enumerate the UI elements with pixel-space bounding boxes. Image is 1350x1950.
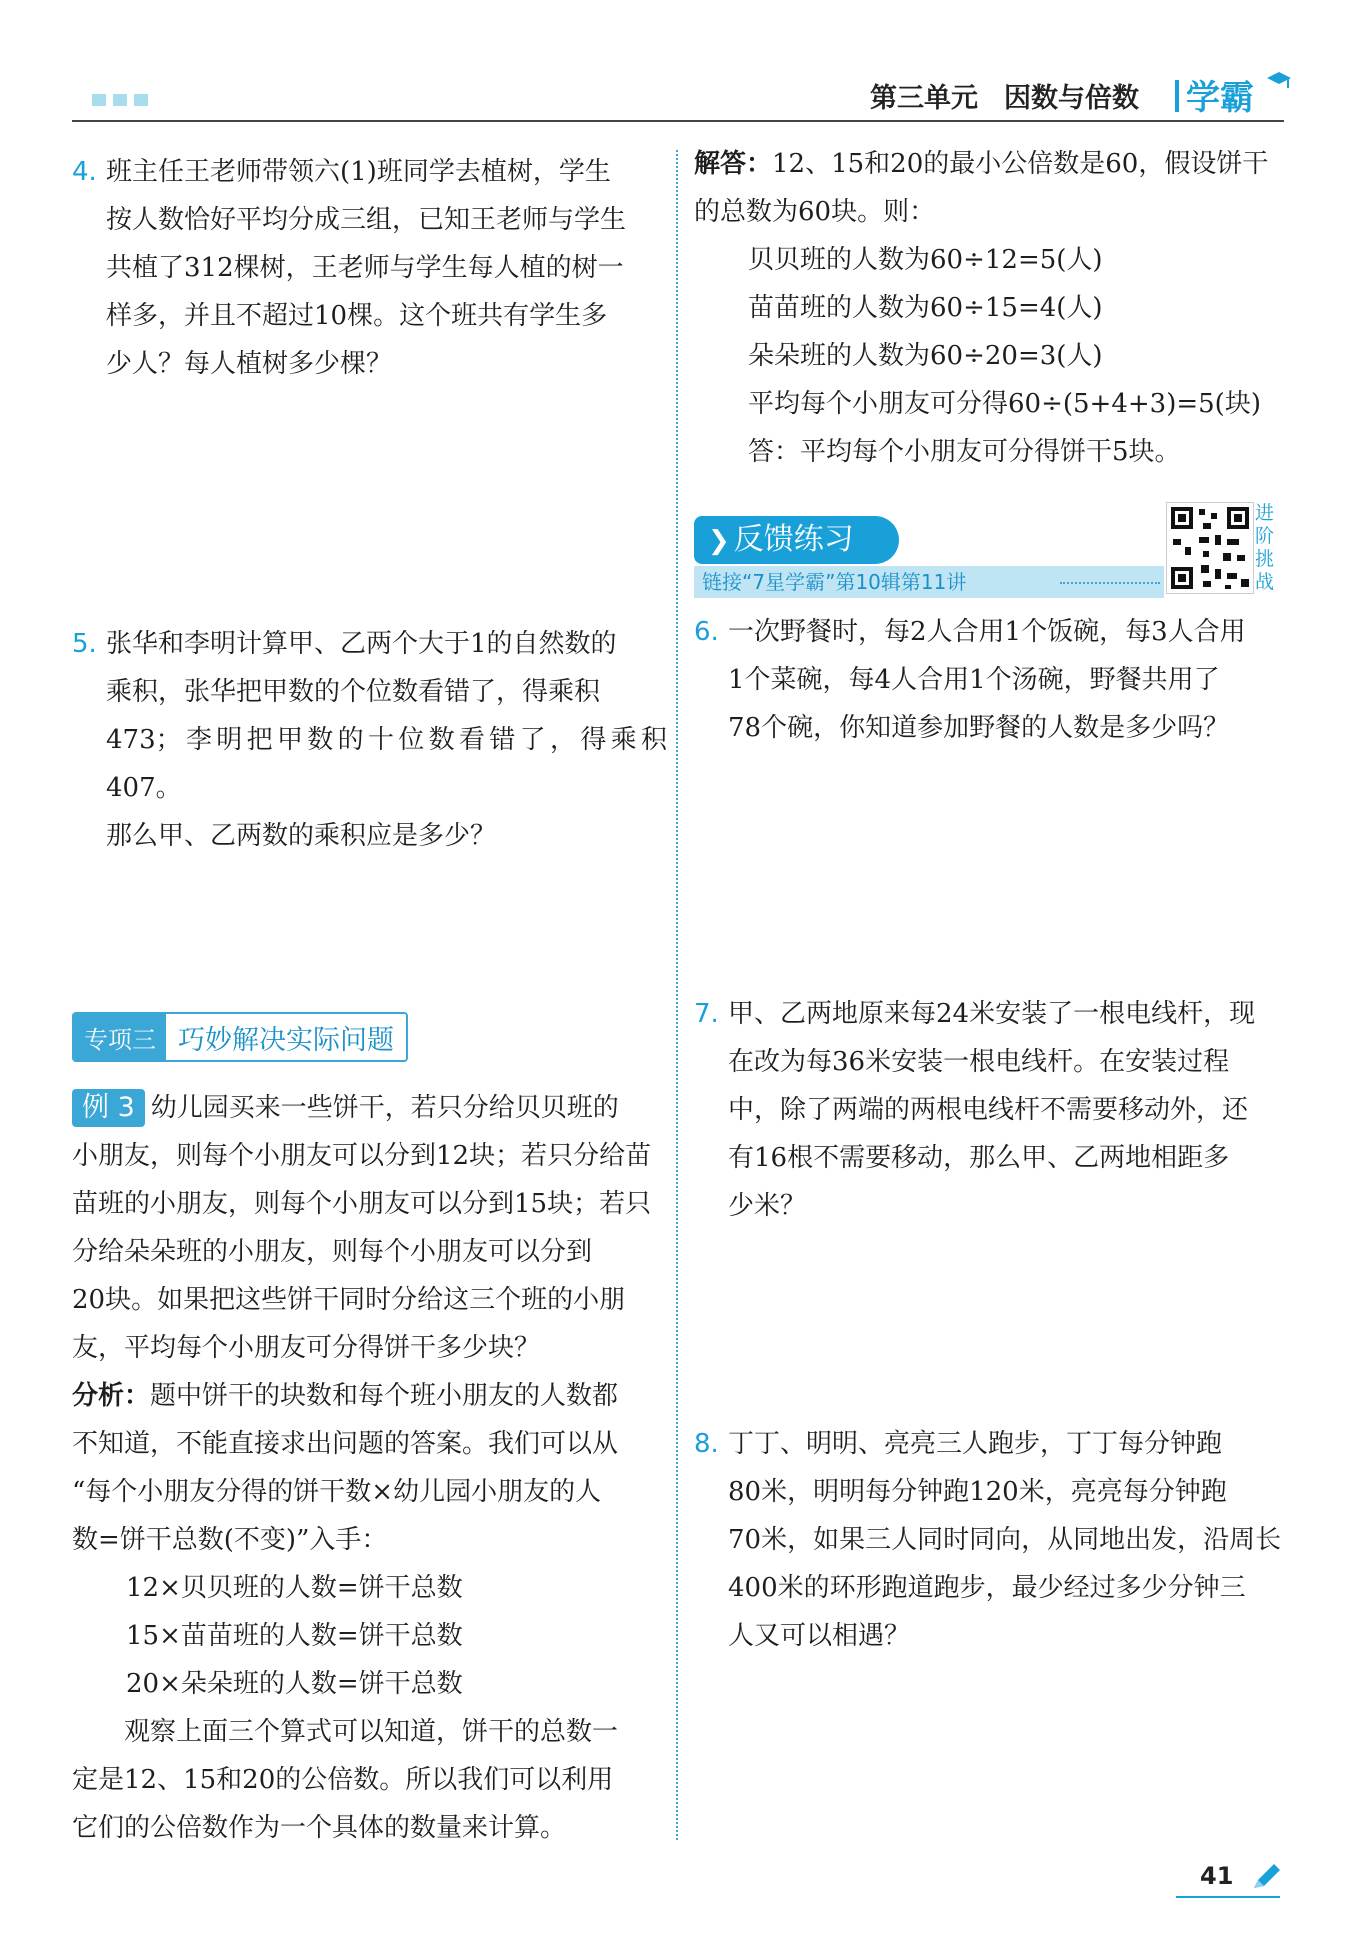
feedback-link-dots <box>1060 582 1160 584</box>
text-line: 友，平均每个小朋友可分得饼干多少块？ <box>72 1333 541 1363</box>
solution-step: 朵朵班的人数为60÷20=3(人) <box>748 341 1103 371</box>
solution-step: 贝贝班的人数为60÷12=5(人) <box>748 245 1103 275</box>
qr-side-label <box>1255 502 1283 594</box>
brand-logo <box>1186 70 1292 119</box>
text-line: 80米，明明每分钟跑120米，亮亮每分钟跑 <box>728 1477 1227 1507</box>
header-unit-label: 第三单元 <box>870 83 978 114</box>
text-line <box>72 1084 667 1132</box>
qr-side-char: 阶 <box>1255 525 1275 547</box>
text-line: 观察上面三个算式可以知道，饼干的总数一 <box>124 1717 619 1747</box>
text-line: 1个菜碗，每4人合用1个汤碗，野餐共用了 <box>728 665 1220 695</box>
text-line: 少米？ <box>728 1191 807 1221</box>
equation: 12×贝贝班的人数=饼干总数 <box>126 1573 463 1603</box>
text-line: 样多，并且不超过10棵。这个班共有学生多 <box>106 301 608 331</box>
header-topic: 因数与倍数 <box>1004 83 1139 114</box>
problem-7 <box>694 990 1289 1230</box>
text-line: 少人？每人植树多少棵？ <box>106 349 393 379</box>
header-unit <box>870 76 1139 115</box>
text-line: 人又可以相遇？ <box>728 1621 911 1651</box>
equation: 15×苗苗班的人数=饼干总数 <box>126 1621 463 1651</box>
text-line: 分给朵朵班的小朋友，则每个小朋友可以分到 <box>72 1237 593 1267</box>
header-separator <box>1175 80 1179 112</box>
text-line: 400米的环形跑道跑步，最少经过多少分钟三 <box>728 1573 1246 1603</box>
text-line: 20块。如果把这些饼干同时分给这三个班的小朋 <box>72 1285 626 1315</box>
pencil-icon <box>1250 1862 1282 1892</box>
text-line: 乘积，张华把甲数的个位数看错了，得乘积 <box>106 677 601 707</box>
text-line: 473；李明把甲数的十位数看错了，得乘积407。 <box>106 725 667 803</box>
analysis-line <box>72 1372 667 1420</box>
header-rule <box>72 120 1284 122</box>
analysis-label: 分析： <box>72 1381 151 1411</box>
problem-number: 5. <box>72 629 97 659</box>
problem-number: 7. <box>694 999 719 1029</box>
solution-step: 答：平均每个小朋友可分得饼干5块。 <box>748 437 1181 467</box>
qr-side-char: 战 <box>1255 571 1275 593</box>
solution-label: 解答： <box>694 149 773 179</box>
feedback-title-pill <box>694 516 899 564</box>
text-line: 定是12、15和20的公倍数。所以我们可以利用 <box>72 1765 614 1795</box>
problem-5 <box>72 620 667 860</box>
text-line: 有16根不需要移动，那么甲、乙两地相距多 <box>728 1143 1230 1173</box>
equation: 20×朵朵班的人数=饼干总数 <box>126 1669 463 1699</box>
solution-first-line: 12、15和20的最小公倍数是60，假设饼干 <box>772 149 1269 179</box>
solution-line <box>694 140 1289 188</box>
text-line: 甲、乙两地原来每24米安装了一根电线杆，现 <box>728 999 1256 1029</box>
qr-side-char: 挑 <box>1255 548 1275 570</box>
feedback-banner <box>694 516 1164 564</box>
section-label: 专项三 <box>74 1014 166 1060</box>
page-number: 41 <box>1200 1862 1234 1890</box>
header-decoration <box>92 94 148 106</box>
problem-text <box>728 608 1289 752</box>
problem-number: 4. <box>72 157 97 187</box>
brand-text: 学霸 <box>1186 78 1254 118</box>
problem-number: 6. <box>694 617 719 647</box>
problem-8 <box>694 1420 1289 1660</box>
text-line: 那么甲、乙两数的乘积应是多少？ <box>106 821 497 851</box>
footer-rule <box>1176 1896 1280 1898</box>
problem-text <box>106 620 667 860</box>
solution <box>694 140 1289 476</box>
problem-text <box>106 148 667 388</box>
solution-step: 苗苗班的人数为60÷15=4(人) <box>748 293 1103 323</box>
chevron-right-icon: ❯ <box>708 526 730 556</box>
problem-6 <box>694 608 1289 752</box>
text-line: 在改为每36米安装一根电线杆。在安装过程 <box>728 1047 1230 1077</box>
text-line: 按人数恰好平均分成三组，已知王老师与学生 <box>106 205 627 235</box>
text-line: 丁丁、明明、亮亮三人跑步，丁丁每分钟跑 <box>728 1429 1223 1459</box>
text-line: 中，除了两端的两根电线杆不需要移动外，还 <box>728 1095 1249 1125</box>
text-line: 不知道，不能直接求出问题的答案。我们可以从 <box>72 1429 619 1459</box>
analysis-first-line: 题中饼干的块数和每个班小朋友的人数都 <box>150 1381 619 1411</box>
problem-text <box>728 1420 1289 1660</box>
column-divider <box>676 150 678 1840</box>
text-line: 苗班的小朋友，则每个小朋友可以分到15块；若只 <box>72 1189 652 1219</box>
text-line: 78个碗，你知道参加野餐的人数是多少吗？ <box>728 713 1230 743</box>
text-line: 数=饼干总数(不变)”入手： <box>72 1525 388 1555</box>
text-line: 小朋友，则每个小朋友可以分到12块；若只分给苗 <box>72 1141 652 1171</box>
problem-number: 8. <box>694 1429 719 1459</box>
text-line: 的总数为60块。则： <box>694 197 936 227</box>
example-3 <box>72 1084 667 1852</box>
problem-4 <box>72 148 667 388</box>
problem-text <box>728 990 1289 1230</box>
example-first-line: 幼儿园买来一些饼干，若只分给贝贝班的 <box>150 1093 619 1123</box>
text-line: 70米，如果三人同时同向，从同地出发，沿周长 <box>728 1525 1282 1555</box>
graduation-cap-icon <box>1266 70 1292 92</box>
text-line: 共植了312棵树，王老师与学生每人植的树一 <box>106 253 624 283</box>
text-line: 它们的公倍数作为一个具体的数量来计算。 <box>72 1813 567 1843</box>
section-title: 巧妙解决实际问题 <box>166 1014 406 1060</box>
text-line: 一次野餐时，每2人合用1个饭碗，每3人合用 <box>728 617 1246 647</box>
example-badge: 例 3 <box>72 1089 145 1127</box>
qr-side-char: 进 <box>1255 502 1275 524</box>
qr-code-icon <box>1166 502 1254 594</box>
section-tag <box>72 1012 408 1062</box>
text-line: 班主任王老师带领六(1)班同学去植树，学生 <box>106 157 611 187</box>
feedback-title: 反馈练习 <box>733 522 854 557</box>
feedback-link: 链接“7星学霸”第10辑第11讲 <box>702 570 967 594</box>
text-line: 张华和李明计算甲、乙两个大于1的自然数的 <box>106 629 617 659</box>
text-line: “每个小朋友分得的饼干数×幼儿园小朋友的人 <box>72 1477 602 1507</box>
solution-step: 平均每个小朋友可分得60÷(5+4+3)=5(块) <box>748 389 1261 419</box>
